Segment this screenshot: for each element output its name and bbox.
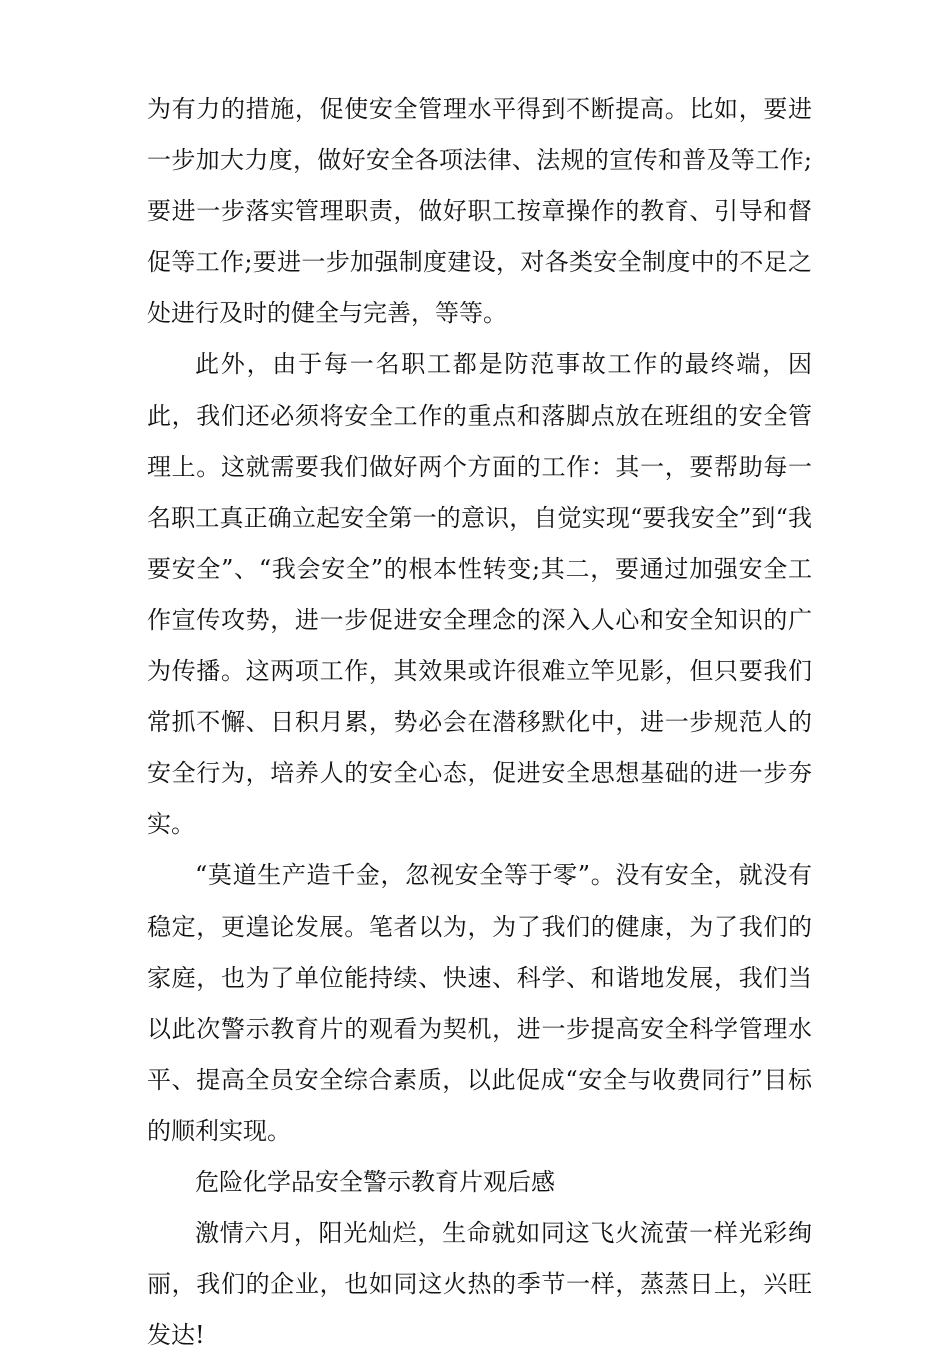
- paragraph-june-intro: 激情六月，阳光灿烂，生命就如同这飞火流萤一样光彩绚丽，我们的企业，也如同这火热的季节一样，蒸蒸日上，兴旺发达!: [147, 1219, 812, 1350]
- section-heading: 危险化学品安全警示教育片观后感: [195, 1167, 555, 1196]
- paragraph-safety-measures: 为有力的措施，促使安全管理水平得到不断提高。比如，要进一步加大力度，做好安全各项法律、法规的宣传和普及等工作;要进一步落实管理职责，做好职工按章操作的教育、引导和督促等工作;要进一步加强制度建设，对各类安全制度中的不足之处进行及时的健全与完善，等等。: [147, 95, 812, 328]
- paragraph-team-safety: 此外，由于每一名职工都是防范事故工作的最终端，因此，我们还必须将安全工作的重点和落脚点放在班组的安全管理上。这就需要我们做好两个方面的工作：其一，要帮助每一名职工真正确立起安全第一的意识，自觉实现“要我安全”到“我要安全”、“我会安全”的根本性转变;其二，要通过加强安全工作宣传攻势，进一步促进安全理念的深入人心和安全知识的广为传播。这两项工作，其效果或许很难立竿见影，但只要我们常抓不懈、日积月累，势必会在潜移默化中，进一步规范人的安全行为，培养人的安全心态，促进安全思想基础的进一步夯实。: [147, 350, 812, 839]
- document-body: [147, 84, 812, 1361]
- paragraph-safety-slogan: “莫道生产造千金，忽视安全等于零”。没有安全，就没有稳定，更遑论发展。笔者以为，为了我们的健康，为了我们的家庭，也为了单位能持续、快速、科学、和谐地发展，我们当以此次警示教育片的观看为契机，进一步提高安全科学管理水平、提高全员安全综合素质，以此促成“安全与收费同行”目标的顺利实现。: [147, 861, 812, 1145]
